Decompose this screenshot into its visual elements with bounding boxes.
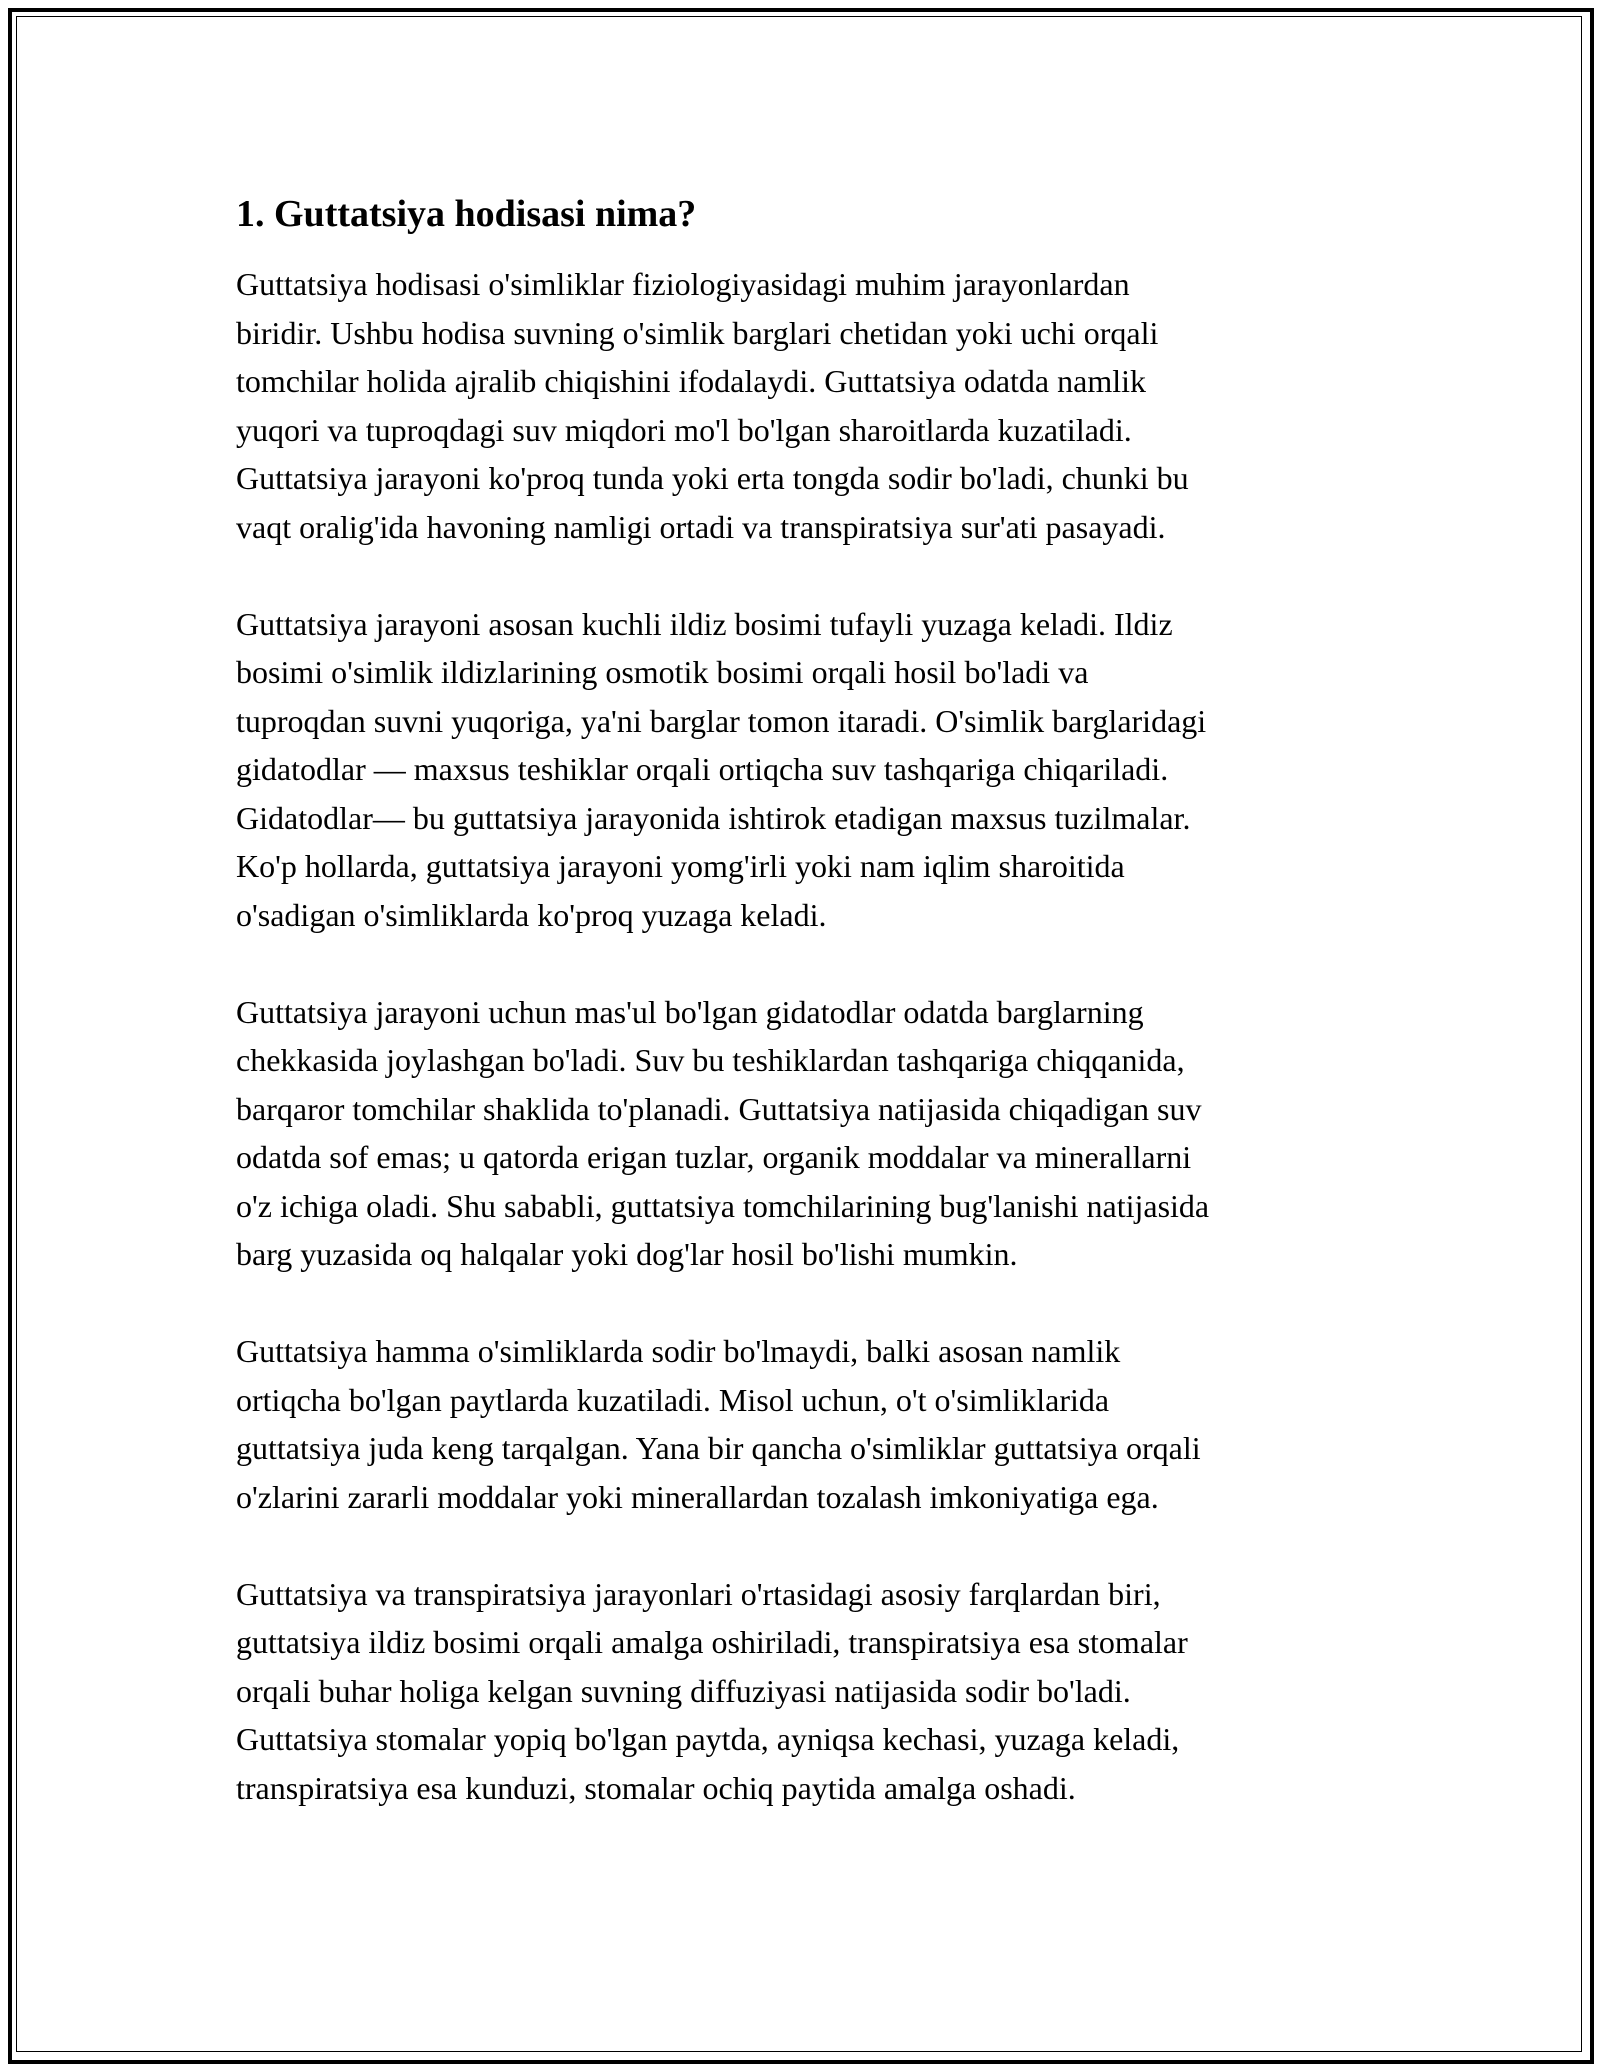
paragraph-line: Guttatsiya jarayoni asosan kuchli ildiz bosimi tufayli yuzaga keladi. Ildiz xyxy=(236,605,1173,642)
paragraph-line: tomchilar holida ajralib chiqishini ifodalaydi. Guttatsiya odatda namlik xyxy=(236,363,1146,399)
section-heading: 1. Guttatsiya hodisasi nima? xyxy=(236,193,697,235)
paragraph-line: transpiratsiya esa kunduzi, stomalar ochiq paytida amalga oshadi. xyxy=(236,1769,1076,1806)
paragraph-line: barqaror tomchilar shaklida to'planadi. Guttatsiya natijasida chiqadigan suv xyxy=(236,1090,1202,1127)
paragraph-line: guttatsiya ildiz bosimi orqali amalga oshiriladi, transpiratsiya esa stomalar xyxy=(236,1624,1188,1660)
paragraph-line: o'sadigan o'simliklarda ko'proq yuzaga keladi. xyxy=(236,896,827,933)
paragraph-line: Guttatsiya hamma o'simliklarda sodir bo'lmaydi, balki asosan namlik xyxy=(236,1333,1121,1369)
paragraph-line: tuproqdan suvni yuqoriga, ya'ni barglar tomon itaradi. O'simlik barglaridagi xyxy=(236,702,1207,739)
paragraph-line: Ko'p hollarda, guttatsiya jarayoni yomg'irli yoki nam iqlim sharoitida xyxy=(236,848,1125,884)
paragraph-line: orqali buhar holiga kelgan suvning diffuziyasi natijasida sodir bo'ladi. xyxy=(236,1672,1131,1709)
paragraph-line: Guttatsiya jarayoni ko'proq tunda yoki erta tongda sodir bo'ladi, chunki bu xyxy=(236,460,1189,496)
paragraph-line: biridir. Ushbu hodisa suvning o'simlik barglari chetidan yoki uchi orqali xyxy=(236,314,1159,351)
paragraph-line: Guttatsiya jarayoni uchun mas'ul bo'lgan gidatodlar odatda barglarning xyxy=(236,993,1144,1030)
paragraph-line: Gidatodlar— bu guttatsiya jarayonida ishtirok etadigan maxsus tuzilmalar. xyxy=(236,799,1191,836)
paragraph-line: o'zlarini zararli moddalar yoki minerallardan tozalash imkoniyatiga ega. xyxy=(236,1478,1159,1515)
document-body xyxy=(236,190,1376,1861)
paragraph-line: gidatodlar — maxsus teshiklar orqali ortiqcha suv tashqariga chiqariladi. xyxy=(236,751,1169,787)
paragraph-line: vaqt oralig'ida havoning namligi ortadi va transpiratsiya sur'ati pasayadi. xyxy=(236,508,1166,545)
paragraph-line: Guttatsiya va transpiratsiya jarayonlari o'rtasidagi asosiy farqlardan biri, xyxy=(236,1575,1161,1612)
paragraph-line: Guttatsiya stomalar yopiq bo'lgan paytda, ayniqsa kechasi, yuzaga keladi, xyxy=(236,1721,1180,1757)
paragraph-3 xyxy=(236,988,1376,1279)
paragraph-line: Guttatsiya hodisasi o'simliklar fiziologiyasidagi muhim jarayonlardan xyxy=(236,266,1130,302)
paragraph-line: yuqori va tuproqdagi suv miqdori mo'l bo'lgan sharoitlarda kuzatiladi. xyxy=(236,411,1132,448)
paragraph-line: chekkasida joylashgan bo'ladi. Suv bu teshiklardan tashqariga chiqqanida, xyxy=(236,1042,1185,1078)
paragraph-4 xyxy=(236,1327,1376,1521)
paragraph-line: ortiqcha bo'lgan paytlarda kuzatiladi. Misol uchun, o't o'simliklarida xyxy=(236,1381,1110,1418)
paragraph-line: o'z ichiga oladi. Shu sababli, guttatsiya tomchilarining bug'lanishi natijasida xyxy=(236,1187,1210,1224)
paragraph-line: guttatsiya juda keng tarqalgan. Yana bir qancha o'simliklar guttatsiya orqali xyxy=(236,1430,1201,1466)
paragraph-line: odatda sof emas; u qatorda erigan tuzlar, organik moddalar va minerallarni xyxy=(236,1139,1192,1175)
paragraph-1 xyxy=(236,260,1376,551)
paragraph-line: bosimi o'simlik ildizlarining osmotik bosimi orqali hosil bo'ladi va xyxy=(236,654,1089,690)
paragraph-5 xyxy=(236,1570,1376,1813)
paragraph-line: barg yuzasida oq halqalar yoki dog'lar hosil bo'lishi mumkin. xyxy=(236,1236,1018,1272)
paragraph-2 xyxy=(236,600,1376,940)
